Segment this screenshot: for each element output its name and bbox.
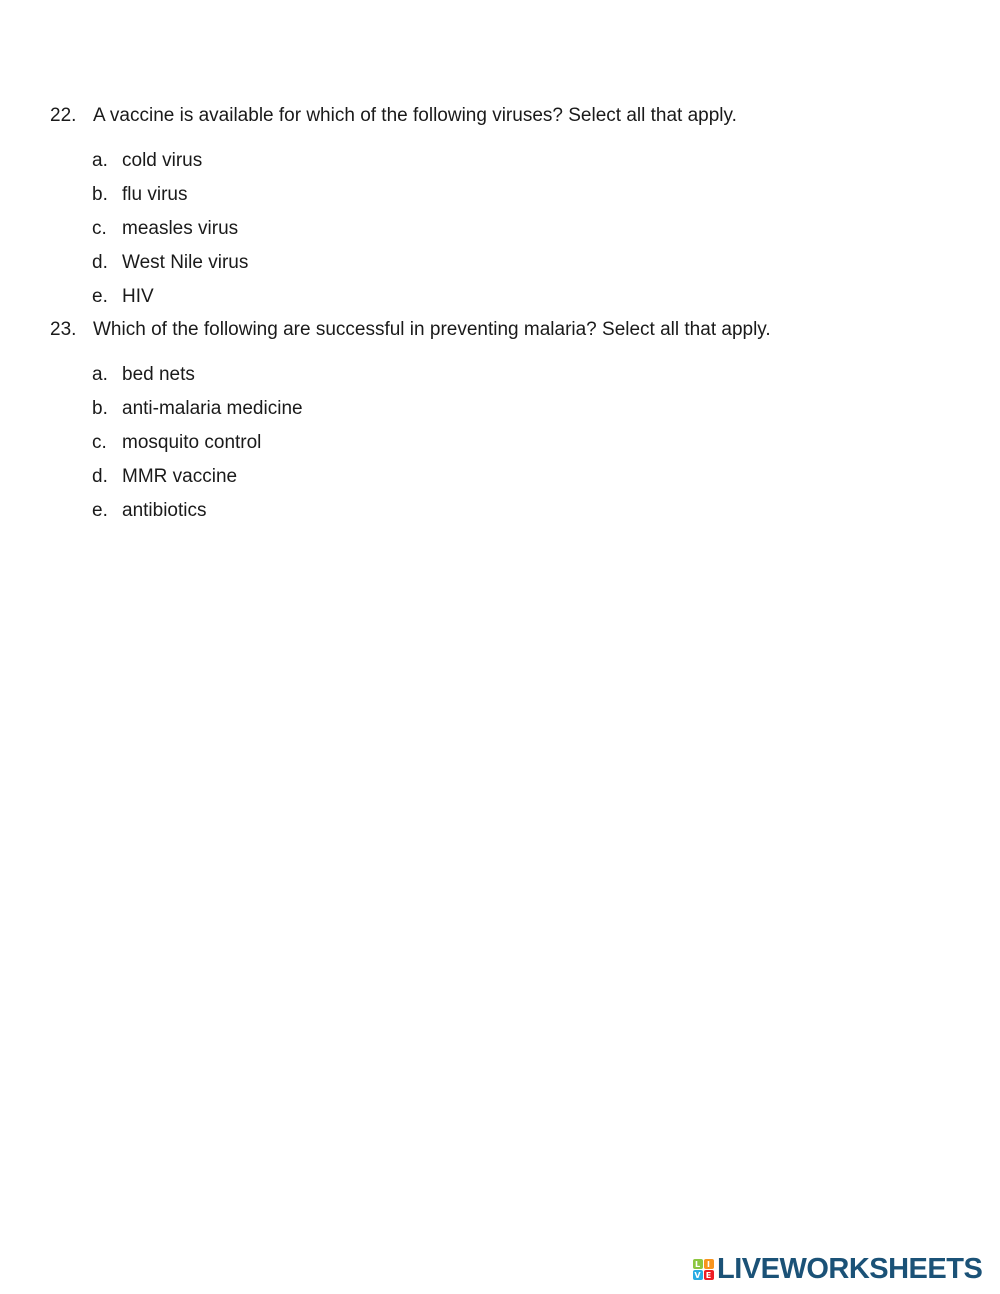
option-letter: b. [92,184,108,205]
option-text: MMR vaccine [122,466,238,487]
option-letter: d. [92,252,108,273]
option-letter: d. [92,466,108,487]
option-text: cold virus [122,150,203,171]
option-text: measles virus [122,218,239,239]
option-letter: c. [92,218,107,239]
option-text: anti-malaria medicine [122,398,303,419]
question-text: Which of the following are successful in preventing malaria? Select all that apply. [93,319,771,340]
option-letter: e. [92,286,108,307]
option-text: bed nets [122,364,195,385]
option-text: HIV [122,286,154,307]
option-letter: c. [92,432,107,453]
logo-mark-tile: E [704,1270,714,1280]
logo-mark-tile: I [704,1259,714,1269]
option-letter: b. [92,398,108,419]
logo-mark-icon [692,1258,714,1280]
option-text: West Nile virus [122,252,249,273]
question-text: A vaccine is available for which of the following viruses? Select all that apply. [93,105,737,126]
logo-mark-tile: V [694,1270,701,1280]
logo-mark-tile: L [693,1259,703,1269]
liveworksheets-logo [692,1254,982,1284]
option-text: flu virus [122,184,188,205]
logo-text: LIVEWORKSHEETS [717,1253,983,1285]
option-letter: a. [92,150,108,171]
question-number: 23. [50,319,77,340]
question-number: 22. [50,105,77,126]
option-text: mosquito control [122,432,262,453]
option-letter: a. [92,364,108,385]
option-letter: e. [92,500,108,521]
option-text: antibiotics [122,500,207,521]
